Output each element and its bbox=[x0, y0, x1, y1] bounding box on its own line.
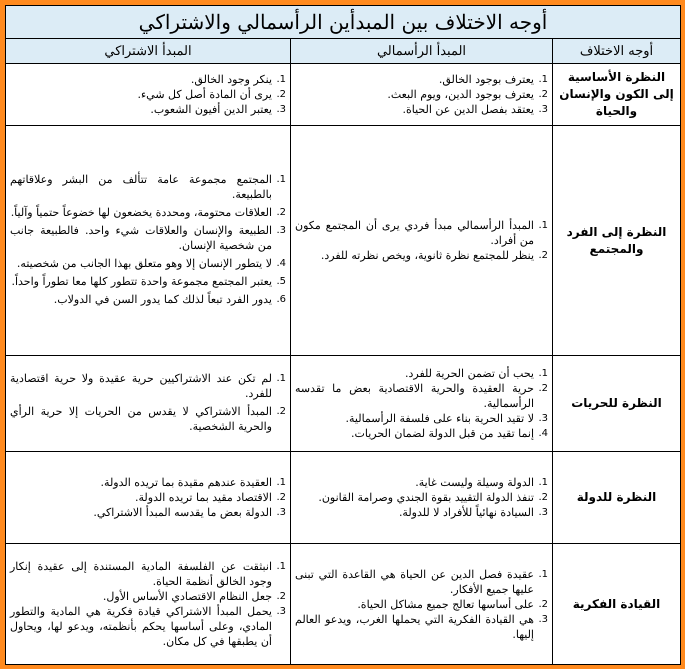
list-item: انبثقت عن الفلسفة المادية المستندة إلى عقيدة إنكار وجود الخالق أنظمة الحياة. bbox=[10, 560, 272, 588]
capitalist-cell bbox=[291, 452, 553, 544]
table-row bbox=[6, 452, 681, 544]
list-item: ينكر وجود الخالق. bbox=[190, 73, 272, 86]
list-item: الاقتصاد مقيد بما تريده الدولة. bbox=[135, 491, 272, 504]
list-item: يعتبر المجتمع مجموعة واحدة تتطور كلها معا تطوراً واحداً. bbox=[11, 274, 272, 288]
capitalist-cell bbox=[291, 544, 553, 665]
list-item: السيادة نهائياً للأفراد لا للدولة. bbox=[398, 506, 534, 519]
list-item: يعتبر الدين أفيون الشعوب. bbox=[150, 103, 272, 116]
table-row bbox=[6, 544, 681, 665]
list-item: لا يتطور الإنسان إلا وهو متعلق بهذا الجانب من شخصيته. bbox=[16, 256, 272, 270]
socialist-cell bbox=[6, 356, 291, 452]
socialist-cell bbox=[6, 544, 291, 665]
aspect-cell: النظرة الأساسية إلى الكون والإنسان والحياة bbox=[553, 64, 681, 126]
page-title: أوجه الاختلاف بين المبدأين الرأسمالي والاشتراكي bbox=[6, 6, 681, 39]
list-item: إنما تقيد من قبل الدولة لضمان الحريات. bbox=[351, 427, 534, 440]
list-item: يدور الفرد تبعاً لذلك كما يدور السن في الدولاب. bbox=[53, 292, 272, 306]
aspect-cell: القيادة الفكرية bbox=[553, 544, 681, 665]
list-item: يحب أن تضمن الحرية للفرد. bbox=[405, 367, 534, 380]
header-socialist: المبدأ الاشتراكي bbox=[6, 39, 291, 64]
list-item: الدولة وسيلة وليست غاية. bbox=[415, 476, 534, 489]
list-item: المبدأ الاشتراكي لا يقدس من الحريات إلا حرية الرأي والحرية الشخصية. bbox=[10, 404, 272, 433]
list-item: ينظر للمجتمع نظرة ثانوية، ويخص نظرته للفرد. bbox=[320, 249, 534, 262]
list-item: الطبيعة والإنسان والعلاقات شيء واحد. فالطبيعة جانب من شخصية الإنسان. bbox=[10, 223, 272, 252]
list-item: لا تقيد الحرية بناء على فلسفة الرأسمالية. bbox=[345, 412, 534, 425]
comparison-table bbox=[5, 5, 681, 665]
list-item: حرية العقيدة والحرية الاقتصادية بعض ما تقدسه الرأسمالية. bbox=[295, 382, 534, 410]
list-item: لم تكن عند الاشتراكيين حرية عقيدة ولا حرية اقتصادية للفرد. bbox=[10, 371, 272, 400]
list-item: يعترف بوجود الدين، ويوم البعث. bbox=[387, 88, 534, 101]
table-row bbox=[6, 126, 681, 356]
aspect-cell: النظرة إلى الفرد والمجتمع bbox=[553, 126, 681, 356]
capitalist-cell bbox=[291, 356, 553, 452]
list-item: العلاقات محتومة، ومحددة يخضعون لها خضوعاً حتمياً وآلياً. bbox=[10, 205, 272, 219]
list-item: يعترف بوجود الخالق. bbox=[438, 73, 534, 86]
socialist-cell bbox=[6, 64, 291, 126]
list-item: هي القيادة الفكرية التي يحملها الغرب، ويدعو العالم إليها. bbox=[295, 612, 534, 641]
list-item: المجتمع مجموعة عامة تتألف من البشر وعلاقاتهم بالطبيعة. bbox=[10, 172, 272, 201]
list-item: يرى أن المادة أصل كل شيء. bbox=[137, 88, 272, 101]
list-item: العقيدة عندهم مقيدة بما تريده الدولة. bbox=[100, 476, 272, 489]
list-item: جعل النظام الاقتصادي الأساس الأول. bbox=[102, 590, 272, 603]
socialist-cell bbox=[6, 126, 291, 356]
list-item: المبدأ الرأسمالي مبدأ فردي يرى أن المجتمع مكون من أفراد. bbox=[295, 219, 534, 247]
aspect-cell: النظرة للدولة bbox=[553, 452, 681, 544]
capitalist-cell bbox=[291, 64, 553, 126]
aspect-cell: النظرة للحريات bbox=[553, 356, 681, 452]
table-row bbox=[6, 356, 681, 452]
list-item: عقيدة فصل الدين عن الحياة هي القاعدة التي تبنى عليها جميع الأفكار. bbox=[295, 567, 534, 596]
header-aspect: أوجه الاختلاف bbox=[553, 39, 681, 64]
capitalist-cell bbox=[291, 126, 553, 356]
socialist-cell bbox=[6, 452, 291, 544]
list-item: تنفذ الدولة التقييد بقوة الجندي وصرامة القانون. bbox=[318, 491, 534, 504]
header-capitalist: المبدأ الرأسمالي bbox=[291, 39, 553, 64]
list-item: الدولة بعض ما يقدسه المبدأ الاشتراكي. bbox=[93, 506, 272, 519]
table-row bbox=[6, 64, 681, 126]
list-item: يحمل المبدأ الاشتراكي قيادة فكرية هي المادية والتطور المادي، وعلى أساسها يحكم بأنظمته، ويدعو لها، ويحاول أن يطبقها في كل مكان. bbox=[10, 605, 272, 648]
list-item: على أساسها تعالج جميع مشاكل الحياة. bbox=[357, 597, 534, 611]
comparison-frame bbox=[5, 5, 680, 664]
list-item: يعتقد بفصل الدين عن الحياة. bbox=[402, 103, 534, 116]
